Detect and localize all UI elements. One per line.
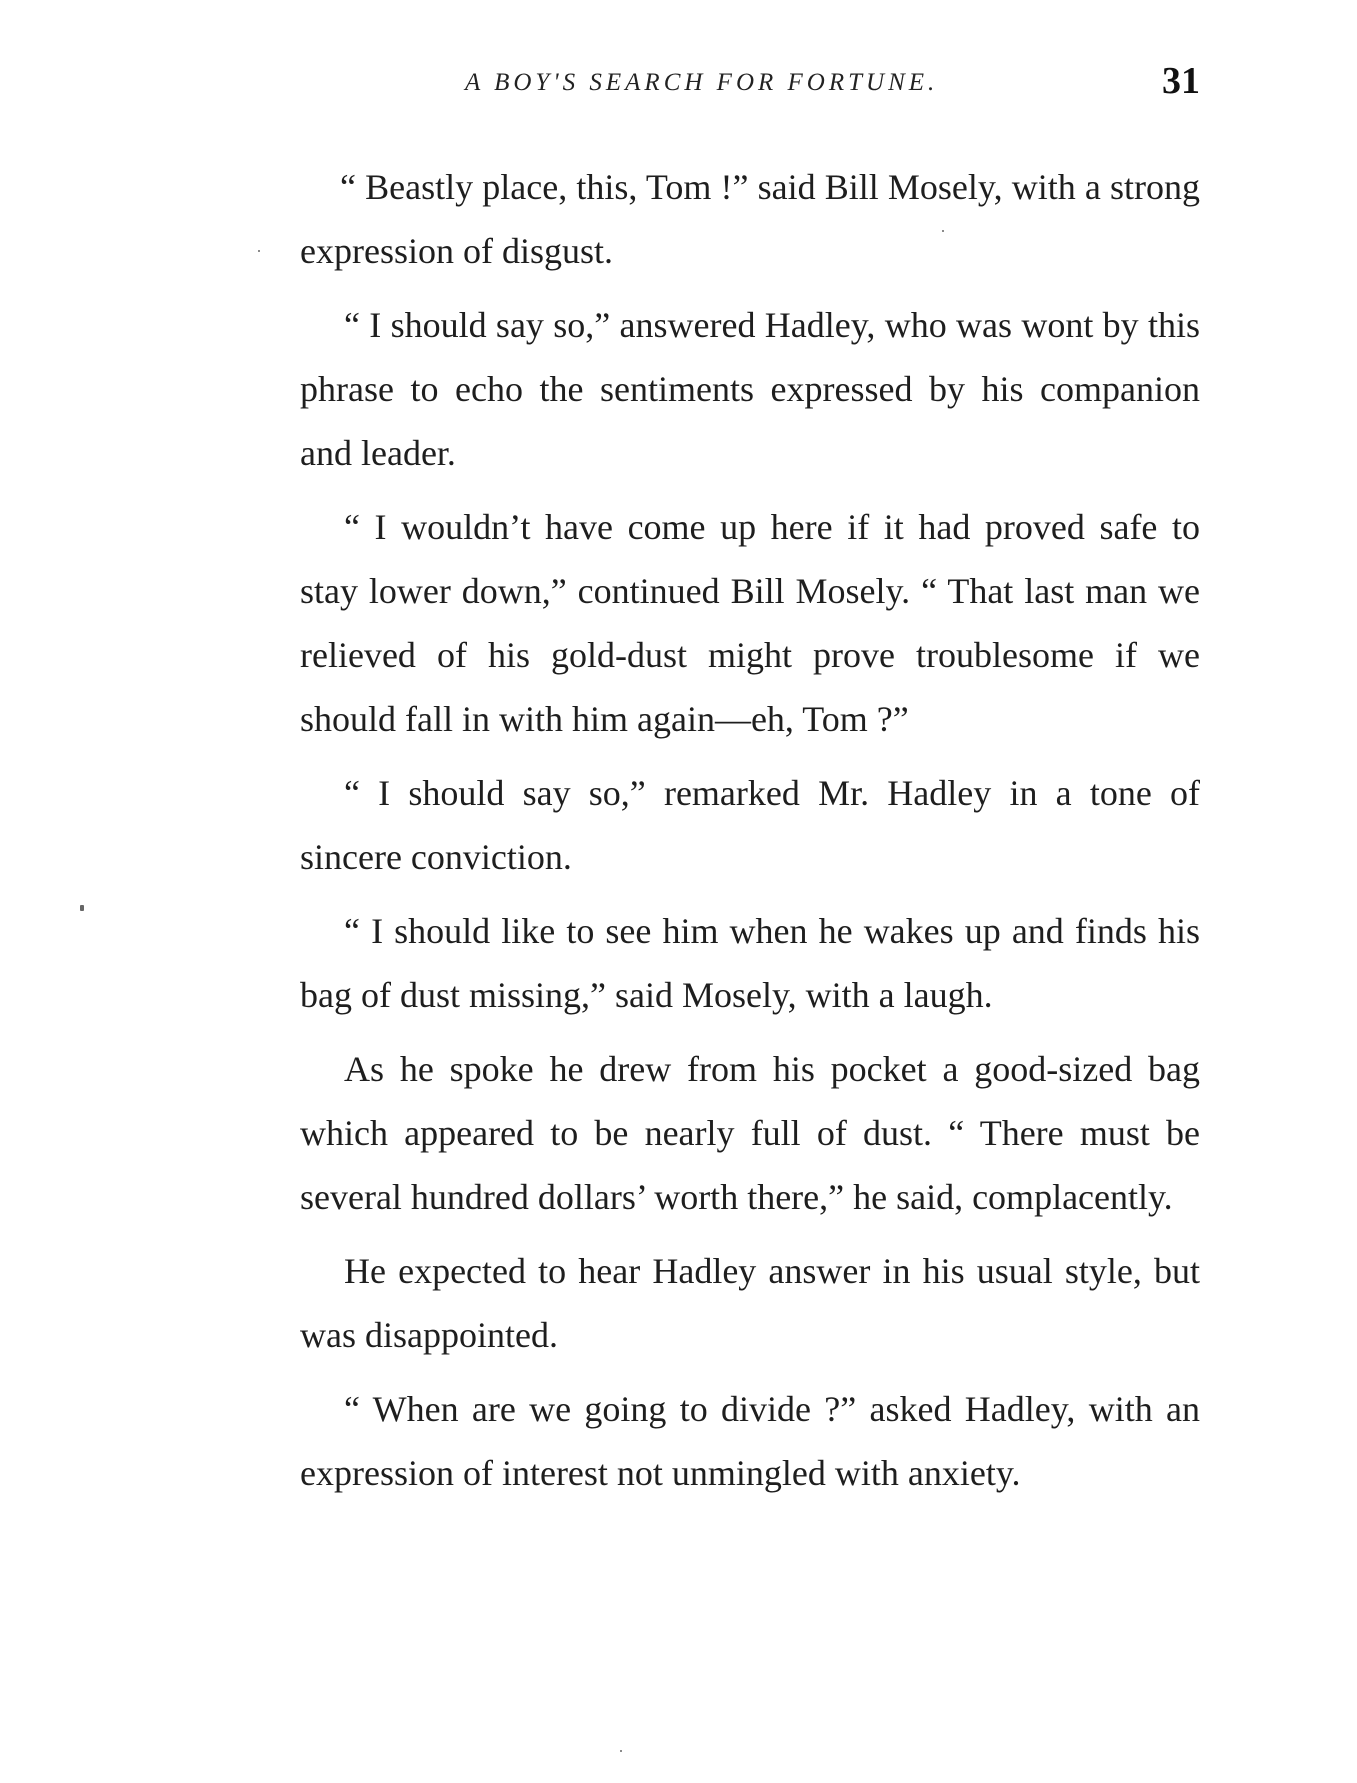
paper-speck (80, 905, 84, 911)
paragraph: “ I should say so,” remarked Mr. Hadley in a tone of sincere conviction. (300, 773, 1200, 877)
running-title: A BOY'S SEARCH FOR FORTUNE. (465, 69, 939, 96)
running-head (300, 55, 1200, 115)
paragraph: As he spoke he drew from his pocket a good-sized bag which appeared to be nearly full of dust. “ There must be several hundred dollars’ worth there,” he said, complacently. (300, 1049, 1200, 1217)
body-text (300, 155, 1200, 1505)
book-page (300, 55, 1200, 1515)
paragraph: “ I should say so,” answered Hadley, who was wont by this phrase to echo the sentiments expressed by his companion and leader. (300, 305, 1200, 473)
paragraph: He expected to hear Hadley answer in his usual style, but was disappointed. (300, 1251, 1200, 1355)
paper-speck (620, 1750, 622, 1752)
paper-speck (942, 230, 944, 232)
paragraph: “ I wouldn’t have come up here if it had proved safe to stay lower down,” continued Bill Mosely. “ That last man we relieved of his gold-dust might prove troublesome if we should fall in with him again—eh, Tom ?” (300, 507, 1200, 739)
paragraph: “ Beastly place, this, Tom !” said Bill Mosely, with a strong expression of disgust. (300, 167, 1200, 271)
paragraph: “ When are we going to divide ?” asked Hadley, with an expression of interest not unmingled with anxiety. (300, 1389, 1200, 1493)
paragraph: “ I should like to see him when he wakes up and finds his bag of dust missing,” said Mosely, with a laugh. (300, 911, 1200, 1015)
page-number: 31 (1162, 60, 1200, 102)
paper-speck (258, 250, 260, 252)
